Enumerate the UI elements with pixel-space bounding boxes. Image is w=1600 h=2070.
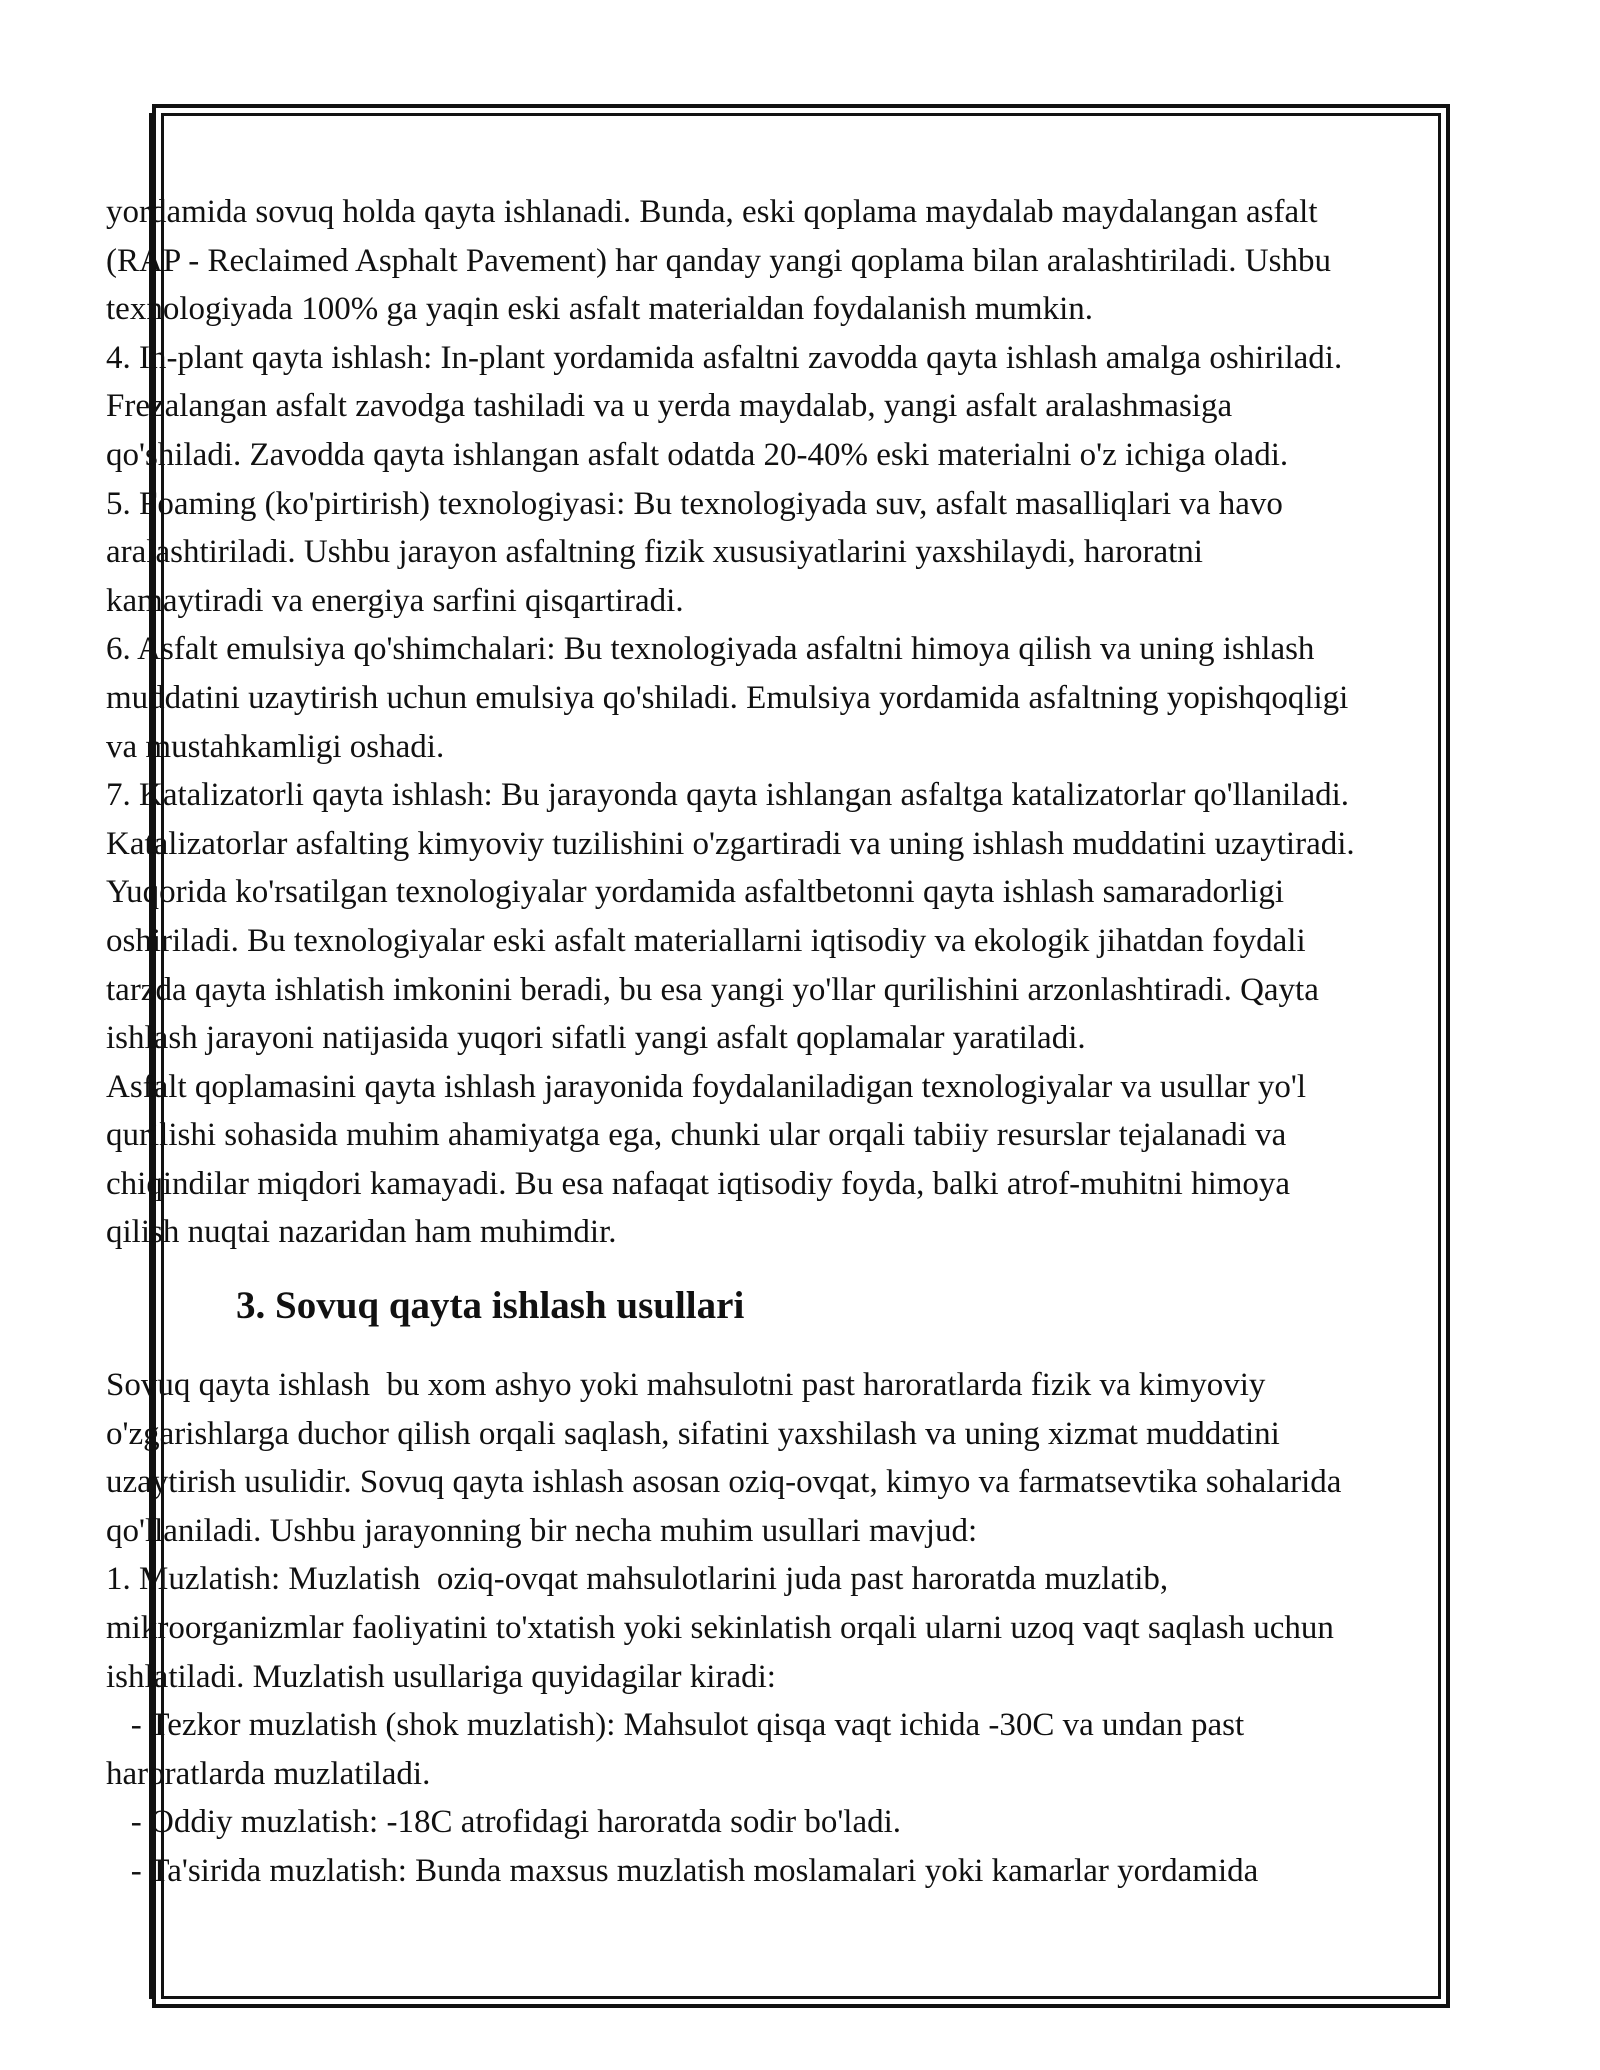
text-line: va mustahkamligi oshadi. [106, 728, 445, 765]
text-line: - Tezkor muzlatish (shok muzlatish): Mahsulot qisqa vaqt ichida -30C va undan past [106, 1707, 1245, 1744]
text-line: yordamida sovuq holda qayta ishlanadi. Bunda, eski qoplama maydalab maydalangan asfalt [106, 194, 1318, 230]
text-line: oshiriladi. Bu texnologiyalar eski asfalt materiallarni iqtisodiy va ekologik jihatdan foydali [106, 922, 1306, 959]
text-line: qo'shiladi. Zavodda qayta ishlangan asfalt odatda 20-40% eski materialni o'z ichiga oladi. [106, 436, 1289, 473]
text-line: 4. In-plant qayta ishlash: In-plant yordamida asfaltni zavodda qayta ishlash amalga oshiriladi. [106, 339, 1343, 376]
section-heading: 3. Sovuq qayta ishlash usullari [236, 1284, 745, 1328]
text-line: - Oddiy muzlatish: -18C atrofidagi haroratda sodir bo'ladi. [106, 1804, 902, 1841]
text-line: qurilishi sohasida muhim ahamiyatga ega, chunki ular orqali tabiiy resurslar tejalanadi va [106, 1117, 1287, 1154]
text-line: haroratlarda muzlatiladi. [106, 1755, 431, 1792]
text-line: chiqindilar miqdori kamayadi. Bu esa nafaqat iqtisodiy foyda, balki atrof-muhitni himoya [106, 1165, 1291, 1202]
paragraph-technologies [106, 188, 1506, 1257]
text-line: ishlatiladi. Muzlatish usullariga quyidagilar kiradi: [106, 1658, 776, 1695]
text-line: texnologiyada 100% ga yaqin eski asfalt materialdan foydalanish mumkin. [106, 291, 1093, 328]
text-line: 5. Foaming (ko'pirtirish) texnologiyasi: Bu texnologiyada suv, asfalt masalliqlari va havo [106, 485, 1283, 522]
text-line: muddatini uzaytirish uchun emulsiya qo'shiladi. Emulsiya yordamida asfaltning yopishqoqligi [106, 679, 1349, 716]
text-line: Katalizatorlar asfalting kimyoviy tuzilishini o'zgartiradi va uning ishlash muddatini uzaytiradi. [106, 825, 1355, 862]
text-line: 1. Muzlatish: Muzlatish oziq-ovqat mahsulotlarini juda past haroratda muzlatib, [106, 1561, 1169, 1598]
text-line: 6. Asfalt emulsiya qo'shimchalari: Bu texnologiyada asfaltni himoya qilish va uning ishlash [106, 631, 1315, 668]
text-line: o'zgarishlarga duchor qilish orqali saqlash, sifatini yaxshilash va uning xizmat muddatini [106, 1415, 1280, 1452]
text-line: uzaytirish usulidir. Sovuq qayta ishlash asosan oziq-ovqat, kimyo va farmatsevtika sohalarida [106, 1464, 1342, 1501]
text-line: kamaytiradi va energiya sarfini qisqartiradi. [106, 582, 684, 619]
text-line: Frezalangan asfalt zavodga tashiladi va u yerda maydalab, yangi asfalt aralashmasiga [106, 388, 1233, 425]
document-body [106, 188, 1506, 1896]
text-line: Asfalt qoplamasini qayta ishlash jarayonida foydalaniladigan texnologiyalar va usullar yo'l [106, 1068, 1307, 1105]
text-line: qo'llaniladi. Ushbu jarayonning bir necha muhim usullari mavjud: [106, 1512, 978, 1549]
text-line: tarzda qayta ishlatish imkonini beradi, bu esa yangi yo'llar qurilishini arzonlashtiradi. Qayta [106, 971, 1319, 1008]
text-line: 7. Katalizatorli qayta ishlash: Bu jarayonda qayta ishlangan asfaltga katalizatorlar qo'llaniladi. [106, 777, 1350, 814]
text-line: (RAP - Reclaimed Asphalt Pavement) har qanday yangi qoplama bilan aralashtiriladi. Ushbu [106, 242, 1331, 279]
text-line: qilish nuqtai nazaridan ham muhimdir. [106, 1214, 617, 1251]
text-line: Yuqorida ko'rsatilgan texnologiyalar yordamida asfaltbetonni qayta ishlash samaradorligi [106, 874, 1285, 911]
text-line: ishlash jarayoni natijasida yuqori sifatli yangi asfalt qoplamalar yaratiladi. [106, 1020, 1086, 1057]
paragraph-cold-processing [106, 1361, 1506, 1896]
text-line: aralashtiriladi. Ushbu jarayon asfaltning fizik xususiyatlarini yaxshilaydi, haroratni [106, 534, 1203, 571]
text-line: mikroorganizmlar faoliyatini to'xtatish yoki sekinlatish orqali ularni uzoq vaqt saqlash uchun [106, 1610, 1334, 1647]
text-line: - Ta'sirida muzlatish: Bunda maxsus muzlatish moslamalari yoki kamarlar yordamida [106, 1853, 1259, 1889]
text-line: Sovuq qayta ishlash bu xom ashyo yoki mahsulotni past haroratlarda fizik va kimyoviy [106, 1367, 1266, 1404]
